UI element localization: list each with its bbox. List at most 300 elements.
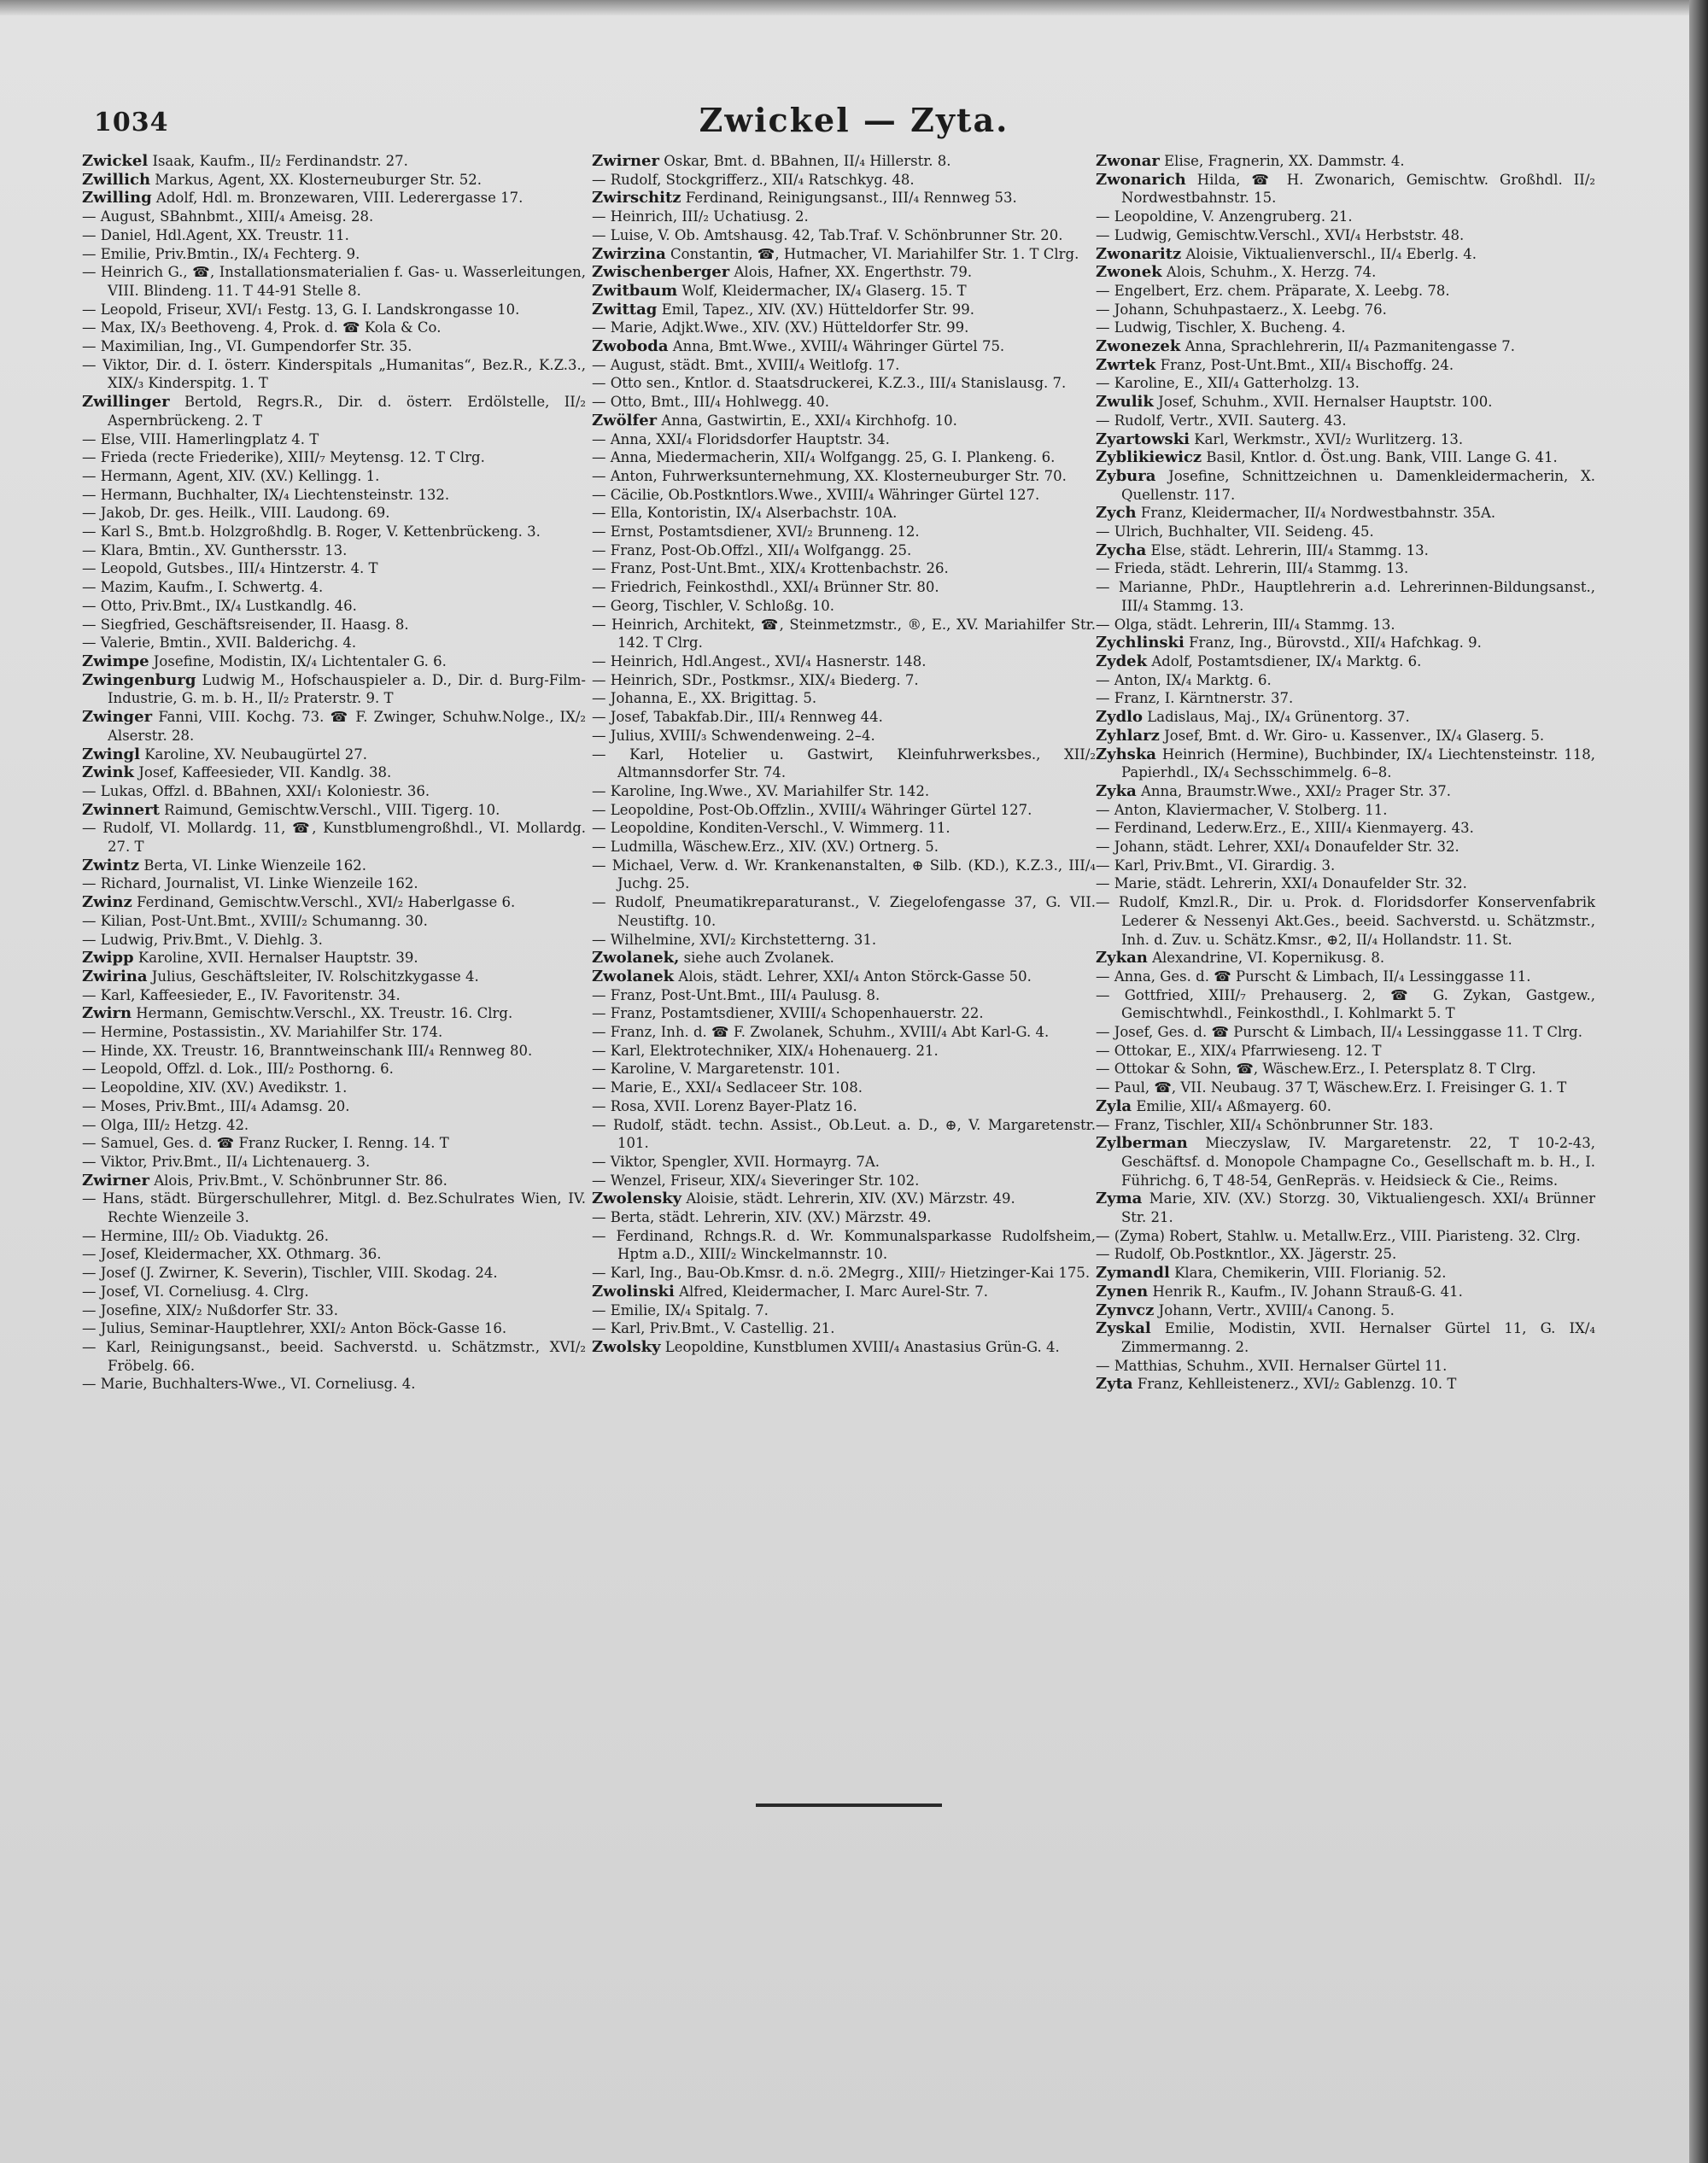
entry-text: — Josefine, XIX/₂ Nußdorfer Str. 33. (82, 1301, 339, 1318)
directory-entry (82, 226, 586, 245)
directory-entry (82, 819, 586, 856)
entry-text: — Ferdinand, Lederw.Erz., E., XIII/₄ Kienmayerg. 43. (1096, 820, 1474, 837)
directory-entry (82, 559, 586, 578)
entry-surname: Zwirner (592, 152, 659, 170)
directory-entry (592, 1338, 1096, 1357)
entry-surname: Zwonek (1096, 263, 1162, 282)
entry-text: — Karl, Priv.Bmt., VI. Girardig. 3. (1096, 856, 1336, 874)
directory-entry (1096, 263, 1595, 282)
directory-entry (592, 467, 1096, 486)
entry-text: Fanni, VIII. Kochg. 73. ☎ F. Zwinger, Schuhw.Nolge., IX/₂ Alserstr. 28. (108, 709, 586, 744)
directory-entry (82, 968, 586, 986)
directory-entry (592, 486, 1096, 505)
entry-text: — Otto, Priv.Bmt., IX/₄ Lustkandlg. 46. (82, 597, 357, 614)
entry-text: — Engelbert, Erz. chem. Präparate, X. Leebg. 78. (1096, 282, 1450, 299)
entry-text: — Ludwig, Gemischtw.Verschl., XVI/₄ Herbststr. 48. (1096, 226, 1465, 243)
entry-text: — Johanna, E., XX. Brigittag. 5. (592, 690, 817, 707)
directory-entry (82, 448, 586, 467)
directory-entry (592, 393, 1096, 412)
directory-entry (1096, 1227, 1595, 1246)
entry-text: — Leopoldine, XIV. (XV.) Avedikstr. 1. (82, 1079, 348, 1096)
entry-text: — Moses, Priv.Bmt., III/₄ Adamsg. 20. (82, 1097, 350, 1114)
entry-text: — Karl, Elektrotechniker, XIX/₄ Hohenauerg. 21. (592, 1042, 939, 1059)
directory-entry (592, 1283, 1096, 1301)
directory-entry (1096, 634, 1595, 652)
directory-entry (1096, 838, 1595, 856)
entry-surname: Zwolanek (592, 967, 675, 985)
entry-surname: Zwirschitz (592, 189, 681, 208)
entry-surname: Zwingl (82, 745, 140, 763)
entry-text: Henrik R., Kaufm., IV. Johann Strauß-G. 41. (1148, 1283, 1463, 1300)
entry-text: — Franz, Inh. d. ☎ F. Zwolanek, Schuhm., XVIII/₄ Abt Karl-G. 4. (592, 1024, 1050, 1041)
entry-text: Franz, Kleidermacher, II/₄ Nordwestbahnstr. 35A. (1136, 505, 1496, 522)
entry-text: Mieczyslaw, IV. Margaretenstr. 22, T 10-2-43, Geschäftsf. d. Monopole Champagne Co., Gesellschaft m. b. H., I. Führichg. 6, T 48-54, GenRepräs. v. Heidsieck & Cie., Reims. (1121, 1135, 1595, 1189)
directory-entry (1096, 152, 1595, 171)
entry-text: — Heinrich G., ☎, Installationsmaterialien f. Gas- u. Wasserleitungen, VIII. Blindeng. 11. T 44-91 Stelle 8. (82, 264, 586, 299)
directory-entry (592, 1153, 1096, 1172)
entry-surname: Zwinz (82, 893, 132, 912)
directory-entry (592, 1023, 1096, 1042)
entry-text: — Luise, V. Ob. Amtshausg. 42, Tab.Traf. V. Schönbrunner Str. 20. (592, 226, 1063, 243)
entry-surname: Zyta (1096, 1375, 1133, 1394)
directory-entry (82, 652, 586, 671)
entry-surname: Zwulik (1096, 393, 1154, 412)
entry-text: Alexandrine, VI. Kopernikusg. 8. (1147, 950, 1385, 967)
entry-surname: Zyartowski (1096, 430, 1190, 448)
directory-entry (1096, 949, 1595, 968)
directory-entry (82, 1116, 586, 1135)
directory-entry (592, 893, 1096, 930)
entry-text: — Marie, städt. Lehrerin, XXI/₄ Donaufelder Str. 32. (1096, 875, 1467, 892)
directory-entry (1096, 393, 1595, 412)
directory-entry (82, 597, 586, 616)
directory-entry (1096, 356, 1595, 375)
directory-entry (1096, 171, 1595, 208)
entry-text: — Anton, Fuhrwerksunternehmung, XX. Klosterneuburger Str. 70. (592, 467, 1067, 484)
directory-entry (592, 504, 1096, 523)
entry-text: Berta, VI. Linke Wienzeile 162. (139, 856, 366, 874)
entry-text: Adolf, Postamtsdiener, IX/₄ Marktg. 6. (1147, 652, 1422, 669)
entry-text: Wolf, Kleidermacher, IX/₄ Glaserg. 15. T (677, 282, 967, 299)
directory-entry (592, 337, 1096, 356)
directory-entry (592, 282, 1096, 301)
directory-entry (82, 856, 586, 875)
directory-entry (592, 727, 1096, 745)
entry-text: Josef, Schuhm., XVII. Hernalser Hauptstr. 100. (1153, 394, 1493, 411)
entry-text: — Leopoldine, V. Anzengruberg. 21. (1096, 208, 1353, 225)
entry-surname: Zyhlarz (1096, 726, 1160, 745)
directory-entry (1096, 986, 1595, 1023)
directory-entry (1096, 430, 1595, 449)
directory-entry (1096, 801, 1595, 820)
directory-entry (1096, 208, 1595, 226)
directory-entry (82, 1134, 586, 1153)
directory-entry (82, 801, 586, 820)
directory-entry (592, 616, 1096, 652)
directory-entry (82, 430, 586, 449)
directory-entry (1096, 652, 1595, 671)
entry-text: Ludwig M., Hofschauspieler a. D., Dir. d. Burg-Film-Industrie, G. m. b. H., II/₂ Praterstr. 9. T (108, 671, 586, 707)
entry-text: Alois, städt. Lehrer, XXI/₄ Anton Störck-Gasse 50. (674, 968, 1032, 985)
entry-text: — Otto, Bmt., III/₄ Hohlwegg. 40. (592, 394, 830, 411)
entry-text: Ladislaus, Maj., IX/₄ Grünentorg. 37. (1143, 709, 1410, 726)
directory-entry (592, 263, 1096, 282)
entry-text: Julius, Geschäftsleiter, IV. Rolschitzkygasse 4. (147, 968, 479, 985)
entry-text: — Jakob, Dr. ges. Heilk., VIII. Laudong. 69. (82, 505, 390, 522)
entry-text: — Leopoldine, Post-Ob.Offzlin., XVIII/₄ Währinger Gürtel 127. (592, 801, 1032, 818)
directory-entry (82, 393, 586, 430)
directory-entry (82, 578, 586, 597)
directory-entry (592, 245, 1096, 264)
entry-text: Alois, Schuhm., X. Herzg. 74. (1161, 264, 1377, 281)
entry-text: Oskar, Bmt. d. BBahnen, II/₄ Hillerstr. 8. (658, 153, 951, 169)
directory-entry (592, 1208, 1096, 1227)
directory-entry (1096, 1264, 1595, 1283)
directory-entry (1096, 856, 1595, 875)
entry-text: — Josef, Tabakfab.Dir., III/₄ Rennweg 44. (592, 709, 883, 726)
directory-entry (82, 1153, 586, 1172)
entry-text: — Julius, XVIII/₃ Schwendenweing. 2–4. (592, 727, 875, 744)
entry-surname: Zyka (1096, 781, 1137, 800)
entry-text: Marie, XIV. (XV.) Storzg. 30, Viktualiengesch. XXI/₄ Brünner Str. 21. (1121, 1190, 1595, 1226)
directory-entry (592, 1042, 1096, 1061)
entry-text: — Anton, Klaviermacher, V. Stolberg. 11. (1096, 801, 1388, 818)
entry-text: — Matthias, Schuhm., XVII. Hernalser Gürtel 11. (1096, 1357, 1448, 1374)
entry-text: Anna, Sprachlehrerin, II/₄ Pazmanitengasse 7. (1180, 338, 1515, 355)
entry-surname: Zydek (1096, 652, 1148, 670)
page-number: 1034 (94, 108, 169, 137)
entry-surname: Zwickel (82, 152, 149, 170)
directory-entry (1096, 1097, 1595, 1116)
entry-text: — Viktor, Priv.Bmt., II/₄ Lichtenauerg. 3. (82, 1153, 371, 1170)
entry-text: — Heinrich, Hdl.Angest., XVI/₄ Hasnerstr. 148. (592, 652, 927, 669)
column-3 (1096, 152, 1595, 1394)
entry-surname: Zwinnert (82, 800, 160, 819)
entry-text: Emil, Tapez., XIV. (XV.) Hütteldorfer Str. 99. (657, 301, 975, 318)
entry-text: — Ernst, Postamtsdiener, XVI/₂ Brunneng. 12. (592, 523, 920, 541)
running-head: Zwickel — Zyta. (699, 101, 1009, 139)
entry-text: Emilie, XII/₄ Aßmayerg. 60. (1132, 1097, 1332, 1114)
directory-entry (82, 986, 586, 1005)
directory-entry (82, 1338, 586, 1375)
entry-text: — Julius, Seminar-Hauptlehrer, XXI/₂ Anton Böck-Gasse 16. (82, 1320, 507, 1337)
scan-right-edge (1689, 0, 1708, 2163)
entry-surname: Zwonar (1096, 152, 1160, 170)
entry-text: — Karl S., Bmt.b. Holzgroßhdlg. B. Roger, V. Kettenbrückeng. 3. (82, 523, 541, 541)
entry-text: Bertold, Regrs.R., Dir. d. österr. Erdölstelle, II/₂ Aspernbrückeng. 2. T (108, 394, 586, 429)
directory-entry (592, 559, 1096, 578)
entry-text: — Karl, Kaffeesieder, E., IV. Favoritenstr. 34. (82, 986, 401, 1003)
entry-text: — Rudolf, Kmzl.R., Dir. u. Prok. d. Floridsdorfer Konservenfabrik Lederer & Nessenyi Akt.Ges., beeid. Sachverstd. u. Schätzmstr., Inh. d. Zuv. u. Schätz.Kmsr., ⊕2, II/₄ Hollandstr. 11. St. (1096, 894, 1595, 948)
directory-entry (82, 356, 586, 393)
directory-entry (1096, 578, 1595, 615)
directory-entry (1096, 337, 1595, 356)
entry-text: — Emilie, Priv.Bmtin., IX/₄ Fechterg. 9. (82, 245, 360, 262)
end-rule (756, 1803, 942, 1807)
directory-entry (1096, 874, 1595, 893)
directory-entry (82, 893, 586, 912)
entry-text: — Leopold, Gutsbes., III/₄ Hintzerstr. 4. T (82, 560, 378, 577)
entry-text: — Hermine, III/₂ Ob. Viaduktg. 26. (82, 1227, 329, 1244)
directory-entry (82, 1227, 586, 1246)
entry-text: — Franz, Post-Ob.Offzl., XII/₄ Wolfgangg. 25. (592, 541, 912, 558)
entry-text: — Frieda (recte Friederike), XIII/₇ Meytensg. 12. T Clrg. (82, 449, 485, 466)
directory-entry (592, 652, 1096, 671)
entry-text: siehe auch Zvolanek. (679, 950, 834, 967)
entry-text: — Hans, städt. Bürgerschullehrer, Mitgl. d. Bez.Schulrates Wien, IV. Rechte Wienzeile 3. (82, 1190, 586, 1226)
entry-text: — Heinrich, SDr., Postkmsr., XIX/₄ Biederg. 7. (592, 671, 919, 688)
entry-text: — Paul, ☎, VII. Neubaug. 37 T, Wäschew.Erz. I. Freisinger G. 1. T (1096, 1079, 1567, 1096)
entry-text: Isaak, Kaufm., II/₂ Ferdinandstr. 27. (148, 153, 408, 169)
entry-text: — Berta, städt. Lehrerin, XIV. (XV.) Märzstr. 49. (592, 1209, 932, 1226)
directory-entry (1096, 893, 1595, 949)
directory-entry (1096, 968, 1595, 986)
entry-text: Heinrich (Hermine), Buchbinder, IX/₄ Liechtensteinstr. 118, Papierhdl., IX/₄ Sechsschimmelg. 6–8. (1121, 745, 1595, 781)
entry-text: — Hermann, Agent, XIV. (XV.) Kellingg. 1. (82, 467, 380, 484)
entry-text: Josefine, Modistin, IX/₄ Lichtentaler G. 6. (149, 652, 447, 669)
entry-text: Josef, Bmt. d. Wr. Giro- u. Kassenver., IX/₄ Glaserg. 5. (1159, 727, 1545, 744)
entry-text: — Anton, IX/₄ Marktg. 6. (1096, 671, 1272, 688)
entry-surname: Zwolanek, (592, 949, 680, 968)
entry-text: — Viktor, Spengler, XVII. Hormayrg. 7A. (592, 1153, 880, 1170)
directory-entry (82, 1042, 586, 1061)
directory-entry (82, 616, 586, 634)
entry-surname: Zwolensky (592, 1190, 682, 1208)
entry-text: — Ludmilla, Wäschew.Erz., XIV. (XV.) Ortnerg. 5. (592, 839, 939, 856)
directory-entry (82, 1190, 586, 1226)
directory-entry (82, 708, 586, 745)
directory-entry (82, 301, 586, 319)
directory-entry (592, 1190, 1096, 1208)
entry-text: — Franz, Postamtsdiener, XVIII/₄ Schopenhauerstr. 22. (592, 1005, 984, 1022)
entry-text: — Olga, III/₂ Hetzg. 42. (82, 1116, 249, 1133)
entry-text: — Daniel, Hdl.Agent, XX. Treustr. 11. (82, 226, 349, 243)
entry-surname: Zwirner (82, 1171, 149, 1190)
directory-entry (1096, 1375, 1595, 1394)
directory-entry (592, 968, 1096, 986)
directory-entry (82, 541, 586, 560)
directory-entry (82, 486, 586, 505)
directory-entry (592, 1004, 1096, 1023)
directory-entry (82, 782, 586, 801)
entry-text: — Klara, Bmtin., XV. Gunthersstr. 13. (82, 541, 348, 558)
entry-text: — Ulrich, Buchhalter, VII. Seideng. 45. (1096, 523, 1374, 541)
directory-entry (592, 949, 1096, 968)
entry-surname: Zyblikiewicz (1096, 448, 1202, 467)
directory-entry (1096, 412, 1595, 430)
directory-entry (1096, 1283, 1595, 1301)
directory-entry (592, 1227, 1096, 1264)
entry-surname: Zwoboda (592, 337, 669, 356)
entry-text: — Leopold, Offzl. d. Lok., III/₂ Posthorng. 6. (82, 1061, 394, 1078)
entry-text: — Josef, VI. Corneliusg. 4. Clrg. (82, 1283, 309, 1300)
entry-text: Adolf, Hdl. m. Bronzewaren, VIII. Lederergasse 17. (151, 190, 524, 207)
entry-text: — Ferdinand, Rchngs.R. d. Wr. Kommunalsparkasse Rudolfsheim, Hptm a.D., XIII/₂ Winckelmannstr. 10. (592, 1227, 1096, 1263)
entry-text: — Hermine, Postassistin., XV. Mariahilfer Str. 174. (82, 1024, 443, 1041)
directory-entry (1096, 1079, 1595, 1097)
entry-text: — Samuel, Ges. d. ☎ Franz Rucker, I. Renng. 14. T (82, 1135, 449, 1152)
entry-text: — Hermann, Buchhalter, IX/₄ Liechtensteinstr. 132. (82, 486, 450, 503)
directory-entry (82, 504, 586, 523)
directory-entry (1096, 727, 1595, 745)
entry-text: — Mazim, Kaufm., I. Schwertg. 4. (82, 579, 324, 596)
entry-text: — Anna, Ges. d. ☎ Purscht & Limbach, II/₄ Lessinggasse 11. (1096, 968, 1531, 985)
entry-text: — Anna, Miedermacherin, XII/₄ Wolfgangg. 25, G. I. Plankeng. 6. (592, 449, 1056, 466)
entry-text: Franz, Kehlleistenerz., XVI/₂ Gablenzg. 10. T (1132, 1376, 1457, 1393)
directory-entry (592, 597, 1096, 616)
entry-text: — Karoline, E., XII/₄ Gatterholzg. 13. (1096, 375, 1360, 392)
entry-surname: Zynen (1096, 1282, 1149, 1301)
directory-entry (592, 171, 1096, 190)
directory-entry (592, 541, 1096, 560)
entry-text: Anna, Braumstr.Wwe., XXI/₂ Prager Str. 37. (1136, 782, 1452, 799)
entry-text: — Wenzel, Friseur, XIX/₄ Sieveringer Str. 102. (592, 1172, 920, 1189)
directory-entry (82, 1283, 586, 1301)
entry-text: — Ella, Kontoristin, IX/₄ Alserbachstr. 10A. (592, 505, 898, 522)
entry-text: — Rudolf, Vertr., XVII. Sauterg. 43. (1096, 412, 1347, 429)
entry-text: — Olga, städt. Lehrerin, III/₄ Stammg. 13. (1096, 616, 1395, 633)
entry-surname: Zwonarich (1096, 170, 1186, 189)
directory-entry (592, 1116, 1096, 1153)
entry-text: — Ottokar & Sohn, ☎, Wäschew.Erz., I. Petersplatz 8. T Clrg. (1096, 1061, 1536, 1078)
directory-entry (592, 523, 1096, 541)
directory-entry (1096, 819, 1595, 838)
entry-surname: Zyskal (1096, 1319, 1151, 1338)
directory-entry (82, 1375, 586, 1394)
entry-surname: Zyhska (1096, 745, 1156, 763)
entry-surname: Zwintz (82, 856, 140, 874)
scan-top-edge (0, 0, 1708, 15)
directory-entry (1096, 1134, 1595, 1190)
entry-text: Else, städt. Lehrerin, III/₄ Stammg. 13. (1146, 541, 1429, 558)
entry-text: — Valerie, Bmtin., XVII. Balderichg. 4. (82, 634, 357, 652)
entry-text: — Rudolf, Pneumatikreparaturanst., V. Ziegelofengasse 37, G. VII. Neustiftg. 10. (592, 894, 1096, 929)
entry-surname: Zydlo (1096, 708, 1144, 727)
entry-surname: Zwilling (82, 189, 152, 208)
directory-entry (592, 1097, 1096, 1116)
directory-entry (82, 337, 586, 356)
directory-entry (592, 1172, 1096, 1190)
entry-text: Klara, Chemikerin, VIII. Florianig. 52. (1169, 1265, 1447, 1282)
entry-text: — Johann, Schuhpastaerz., X. Leebg. 76. (1096, 301, 1387, 318)
directory-entry (82, 1319, 586, 1338)
entry-text: Franz, Ing., Bürovstd., XII/₄ Hafchkag. 9. (1184, 634, 1482, 652)
entry-text: Karoline, XV. Neubaugürtel 27. (139, 745, 368, 763)
entry-text: — Hinde, XX. Treustr. 16, Branntweinschank III/₄ Rennweg 80. (82, 1042, 533, 1059)
entry-surname: Zwolsky (592, 1338, 661, 1356)
entry-surname: Zwirn (82, 1004, 132, 1023)
entry-text: — Josef (J. Zwirner, K. Severin), Tischler, VIII. Skodag. 24. (82, 1265, 498, 1282)
directory-entry (82, 1023, 586, 1042)
entry-text: Emilie, Modistin, XVII. Hernalser Gürtel 11, G. IX/₄ Zimmermanng. 2. (1121, 1320, 1595, 1355)
entry-text: Hermann, Gemischtw.Verschl., XX. Treustr. 16. Clrg. (132, 1005, 513, 1022)
directory-entry (1096, 1116, 1595, 1135)
entry-text: — Ludwig, Priv.Bmt., V. Diehlg. 3. (82, 931, 323, 948)
directory-entry (82, 1264, 586, 1283)
directory-entry (82, 319, 586, 337)
directory-entry (592, 430, 1096, 449)
entry-text: — Leopold, Friseur, XVI/₁ Festg. 13, G. I. Landskrongasse 10. (82, 301, 520, 318)
entry-text: — Else, VIII. Hamerlingplatz 4. T (82, 430, 319, 447)
entry-surname: Zwillinger (82, 393, 170, 412)
entry-text: — Marie, Adjkt.Wwe., XIV. (XV.) Hütteldorfer Str. 99. (592, 319, 969, 336)
directory-entry (82, 1004, 586, 1023)
entry-text: — Gottfried, XIII/₇ Prehauserg. 2, ☎ G. Zykan, Gastgew., Gemischtwhdl., Feinkosthdl., I. Kohlmarkt 5. T (1096, 986, 1595, 1022)
directory-entry (82, 1301, 586, 1320)
entry-text: Leopoldine, Kunstblumen XVIII/₄ Anastasius Grün-G. 4. (660, 1339, 1060, 1355)
directory-entry (592, 152, 1096, 171)
entry-text: — Marie, Buchhalters-Wwe., VI. Corneliusg. 4. (82, 1376, 416, 1393)
entry-text: — Rudolf, Stockgrifferz., XII/₄ Ratschkyg. 48. (592, 171, 915, 188)
directory-entry (592, 708, 1096, 727)
directory-entry (1096, 245, 1595, 264)
entry-text: — Michael, Verw. d. Wr. Krankenanstalten, ⊕ Silb. (KD.), K.Z.3., III/₄ Juchg. 25. (592, 856, 1096, 892)
entry-text: Josef, Kaffeesieder, VII. Kandlg. 38. (134, 764, 392, 781)
entry-text: — Franz, Post-Unt.Bmt., III/₄ Paulusg. 8. (592, 986, 880, 1003)
directory-entry (82, 467, 586, 486)
entry-text: — Karl, Reinigungsanst., beeid. Sachverstd. u. Schätzmstr., XVI/₂ Fröbelg. 66. (82, 1339, 586, 1374)
entry-text: Karoline, XVII. Hernalser Hauptstr. 39. (133, 950, 418, 967)
entry-surname: Zwillich (82, 170, 151, 189)
entry-text: Ferdinand, Gemischtw.Verschl., XVI/₂ Haberlgasse 6. (132, 894, 516, 911)
directory-entry (1096, 616, 1595, 634)
entry-text: — Ottokar, E., XIX/₄ Pfarrwieseng. 12. T (1096, 1042, 1382, 1059)
directory-entry (1096, 1319, 1595, 1356)
entry-text: — Franz, I. Kärntnerstr. 37. (1096, 690, 1294, 707)
entry-text: — Georg, Tischler, V. Schloßg. 10. (592, 597, 835, 614)
directory-entry (592, 689, 1096, 708)
entry-text: — Franz, Post-Unt.Bmt., XIX/₄ Krottenbachstr. 26. (592, 560, 949, 577)
directory-entry (1096, 523, 1595, 541)
directory-entry (82, 523, 586, 541)
directory-entry (1096, 448, 1595, 467)
entry-text: — Ludwig, Tischler, X. Bucheng. 4. (1096, 319, 1346, 336)
directory-entry (82, 1097, 586, 1116)
directory-entry (592, 319, 1096, 337)
column-2 (592, 152, 1096, 1357)
directory-entry (82, 189, 586, 208)
directory-entry (1096, 1245, 1595, 1264)
directory-entry (1096, 1042, 1595, 1061)
entry-text: — Leopoldine, Konditen-Verschl., V. Wimmerg. 11. (592, 820, 951, 837)
entry-text: Alois, Hafner, XX. Engerthstr. 79. (729, 264, 973, 281)
entry-text: — Heinrich, III/₂ Uchatiusg. 2. (592, 208, 809, 225)
entry-surname: Zycha (1096, 541, 1147, 559)
entry-surname: Zwolinski (592, 1282, 675, 1301)
directory-entry (82, 949, 586, 968)
directory-entry (592, 448, 1096, 467)
entry-text: — Karoline, V. Margaretenstr. 101. (592, 1061, 840, 1078)
directory-entry (592, 226, 1096, 245)
entry-surname: Zwirzina (592, 244, 666, 263)
entry-text: Anna, Gastwirtin, E., XXI/₄ Kirchhofg. 10. (657, 412, 957, 429)
entry-text: — (Zyma) Robert, Stahlw. u. Metallw.Erz., VIII. Piaristeng. 32. Clrg. (1096, 1227, 1581, 1244)
entry-text: — Wilhelmine, XVI/₂ Kirchstetterng. 31. (592, 931, 877, 948)
entry-surname: Zwingenburg (82, 670, 196, 689)
directory-entry (82, 1060, 586, 1079)
entry-text: — Karl, Hotelier u. Gastwirt, Kleinfuhrwerksbes., XII/₂ Altmannsdorfer Str. 74. (592, 745, 1096, 781)
entry-text: Aloisie, städt. Lehrerin, XIV. (XV.) Märzstr. 49. (681, 1190, 1015, 1207)
entry-text: — Karl, Priv.Bmt., V. Castellig. 21. (592, 1320, 835, 1337)
entry-text: Alfred, Kleidermacher, I. Marc Aurel-Str. 7. (674, 1283, 989, 1300)
directory-entry (82, 152, 586, 171)
entry-text: — Rudolf, VI. Mollardg. 11, ☎, Kunstblumengroßhdl., VI. Mollardg. 27. T (82, 820, 586, 856)
directory-entry (592, 1264, 1096, 1283)
entry-text: — Franz, Tischler, XII/₄ Schönbrunner Str. 183. (1096, 1116, 1434, 1133)
entry-text: — Siegfried, Geschäftsreisender, II. Haasg. 8. (82, 616, 409, 633)
directory-entry (1096, 282, 1595, 301)
entry-text: — Otto sen., Kntlor. d. Staatsdruckerei, K.Z.3., III/₄ Stanislausg. 7. (592, 375, 1067, 392)
